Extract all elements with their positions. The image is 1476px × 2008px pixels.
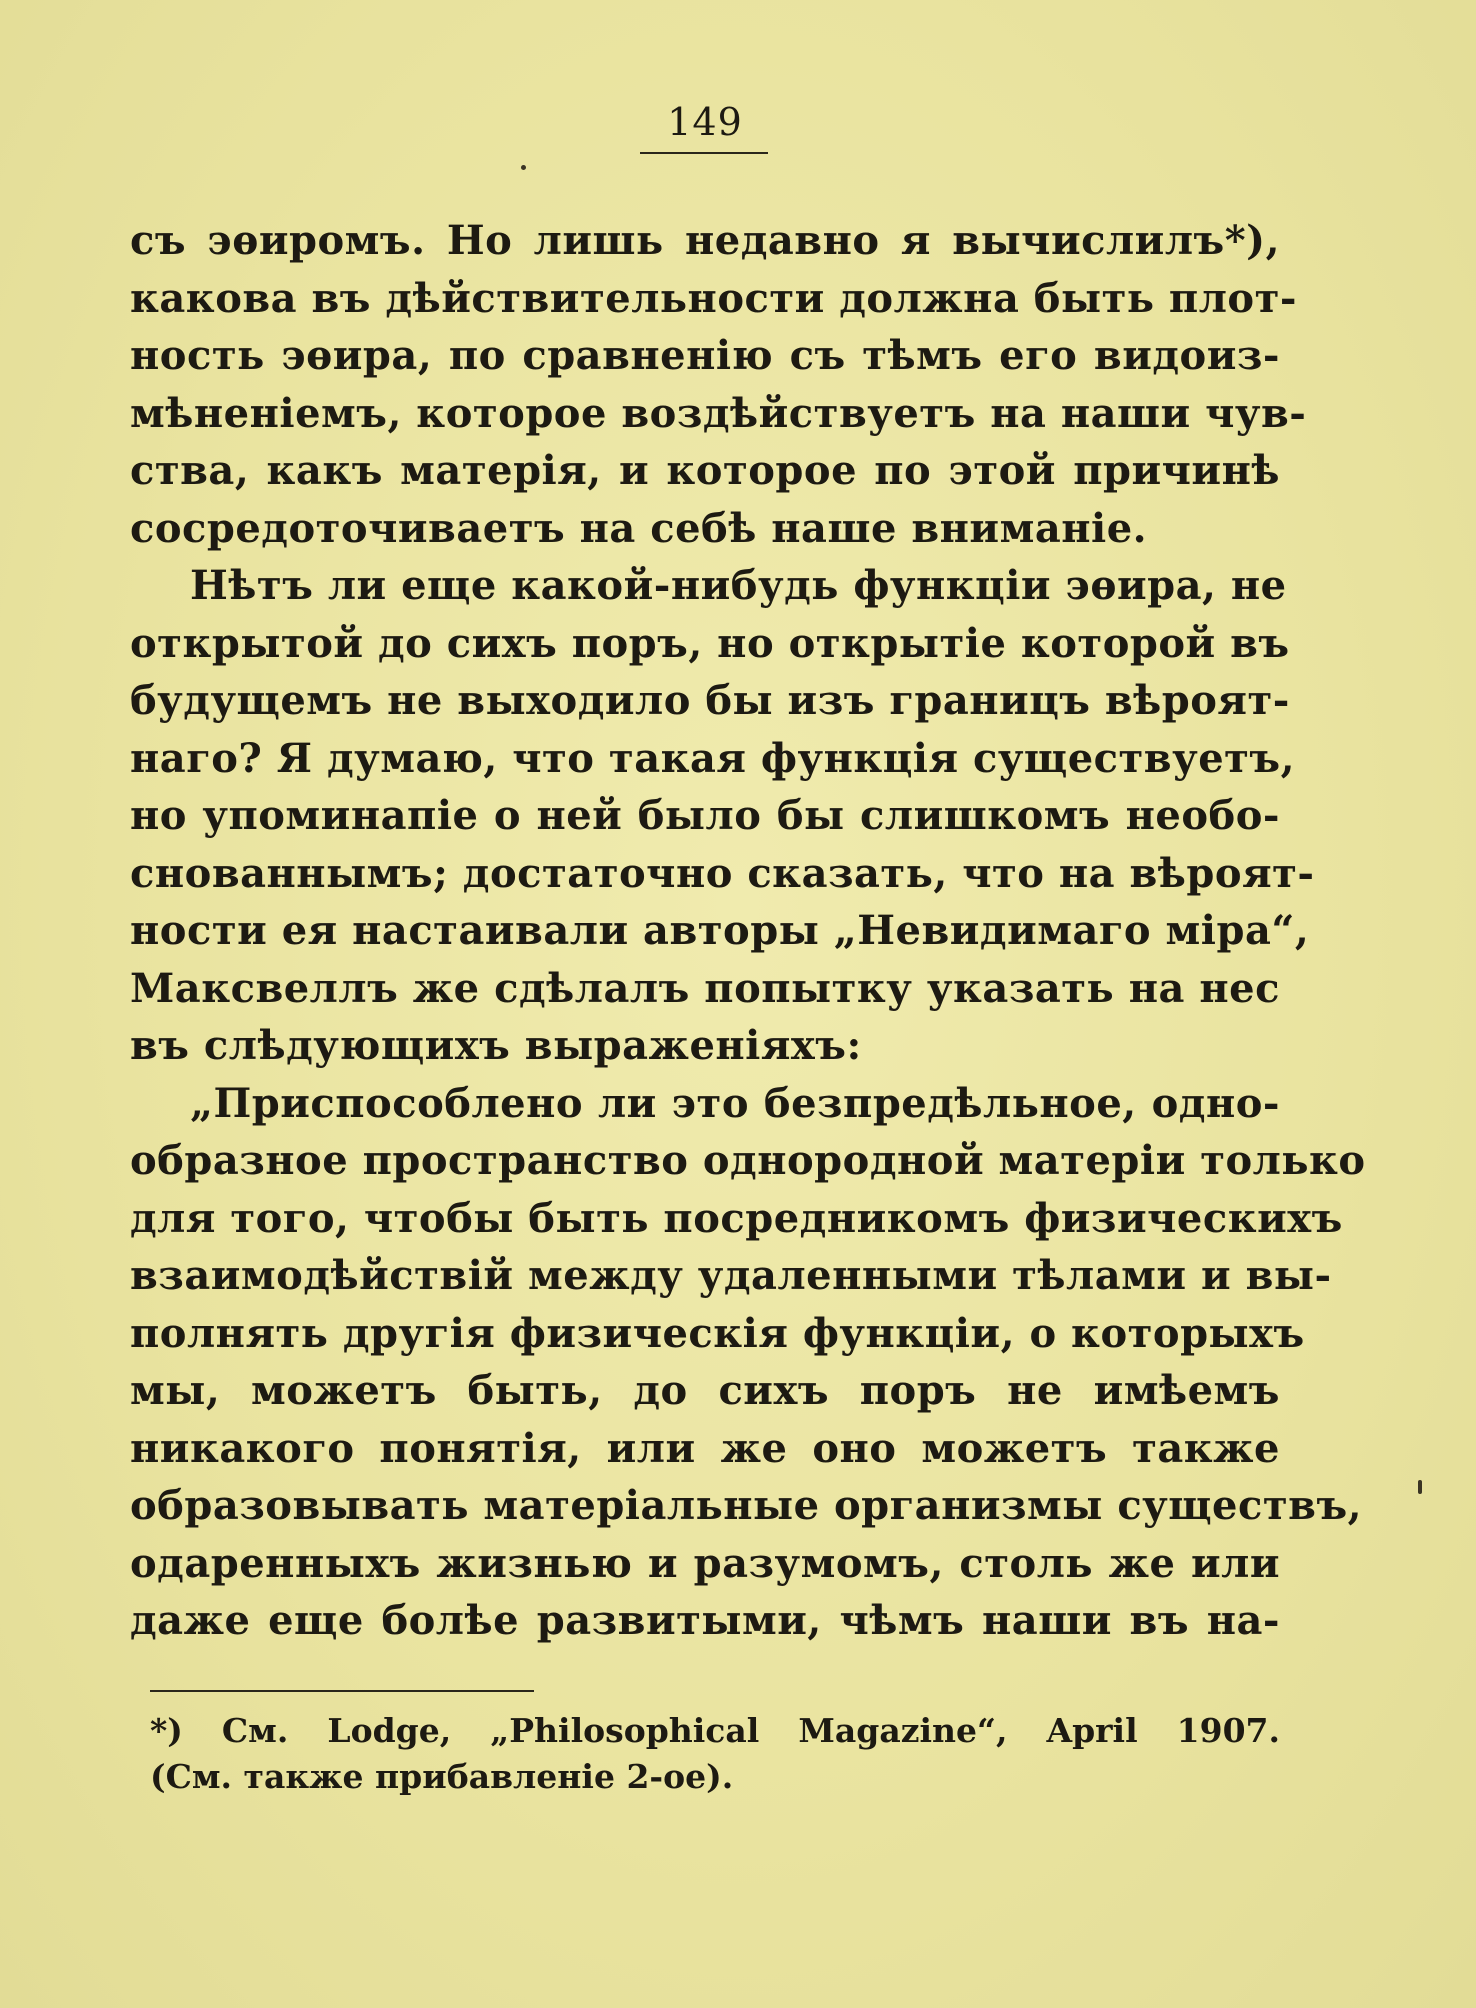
text-line: даже еще болѣе развитыми, чѣмъ наши въ на- — [130, 1597, 1280, 1644]
page-number: 149 — [667, 100, 743, 144]
text-line: ства, какъ матерія, и которое по этой причинѣ — [130, 447, 1280, 494]
text-line: мѣненіемъ, которое воздѣйствуетъ на наши чув- — [130, 389, 1307, 437]
body-text — [130, 212, 1366, 1650]
text-line: образное пространство однородной матеріи только — [130, 1137, 1366, 1184]
text-line: для того, чтобы быть посредникомъ физическихъ — [130, 1194, 1343, 1242]
text-line: ность эѳира, по сравненію съ тѣмъ его видоиз- — [130, 332, 1280, 379]
text-line: взаимодѣйствій между удаленными тѣлами и вы- — [130, 1252, 1332, 1299]
text-line: будущемъ не выходило бы изъ границъ вѣроят- — [130, 677, 1290, 724]
text-line: какова въ дѣйствительности должна быть плот- — [130, 274, 1297, 322]
text-line: „Приспособлено ли это безпредѣльное, одно- — [190, 1079, 1280, 1127]
text-line: съ эѳиромъ. Но лишь недавно я вычислилъ*), — [130, 217, 1280, 264]
footnote — [150, 1708, 1280, 1800]
text-line: снованнымъ; достаточно сказать, что на вѣроят- — [130, 849, 1315, 897]
text-line: Максвеллъ же сдѣлалъ попытку указать на нес — [130, 964, 1280, 1012]
footnote-rule — [150, 1690, 534, 1692]
text-line: въ слѣдующихъ выраженіяхъ: — [130, 1022, 862, 1069]
text-line: ности ея настаивали авторы „Невидимаго міра“, — [130, 907, 1310, 954]
ink-speck — [521, 165, 526, 170]
text-line: но упоминапіе о ней было бы слишкомъ необо- — [130, 792, 1280, 839]
text-line: мы, можетъ быть, до сихъ поръ не имѣемъ — [130, 1367, 1280, 1414]
page-number-rule — [640, 152, 768, 154]
text-line: полнять другія физическія функціи, о которыхъ — [130, 1309, 1305, 1357]
text-line: одаренныхъ жизнью и разумомъ, столь же или — [130, 1539, 1280, 1587]
ink-speck — [1418, 1480, 1422, 1494]
text-line: открытой до сихъ поръ, но открытіе которой въ — [130, 619, 1290, 667]
text-line: сосредоточиваетъ на себѣ наше вниманіе. — [130, 504, 1148, 552]
text-line: Нѣтъ ли еще какой-нибудь функціи эѳира, не — [190, 562, 1287, 609]
text-line: наго? Я думаю, что такая функція существуетъ, — [130, 734, 1296, 782]
footnote-line: (См. также прибавленіе 2-ое). — [150, 1757, 734, 1796]
footnote-line: *) См. Lodge, „Philosophical Magazine“, April 1907. — [150, 1711, 1280, 1750]
text-line: образовывать матеріальные организмы существъ, — [130, 1482, 1363, 1529]
text-line: никакого понятія, или же оно можетъ также — [130, 1424, 1280, 1472]
